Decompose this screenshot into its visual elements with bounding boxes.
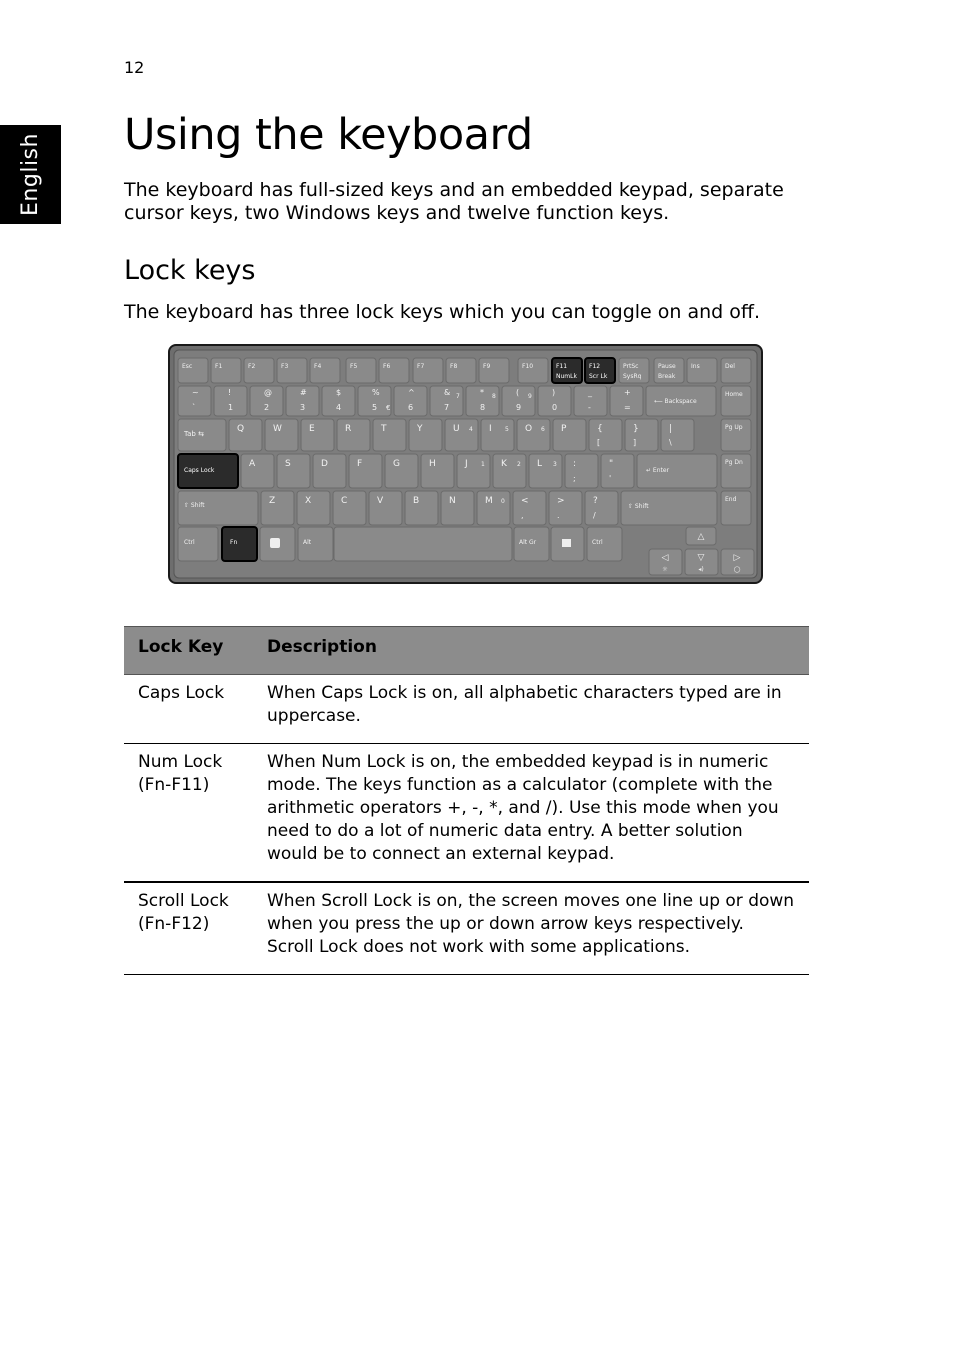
key-label: 7 bbox=[444, 403, 450, 412]
key-label: E bbox=[309, 424, 315, 434]
key-label: _ bbox=[588, 388, 592, 397]
key-m bbox=[477, 491, 510, 525]
key-ins bbox=[687, 358, 717, 383]
key-label: ^ bbox=[408, 388, 415, 397]
key-label: 0 bbox=[552, 403, 558, 412]
key-label: C bbox=[341, 496, 348, 506]
keypad-label: 5 bbox=[505, 426, 509, 433]
key-label: Tab ⇆ bbox=[184, 430, 204, 438]
key-label: Pg Dn bbox=[725, 459, 743, 466]
keypad-label: 6 bbox=[541, 426, 545, 433]
description-cell: When Num Lock is on, the embedded keypad is in numeric mode. The keys function as a calculator (complete with the arithmetic operators +, -, *, and /). Use this mode when you need to do a lot of numeric data entry. A better solution would be to connect an external keypad. bbox=[253, 744, 809, 883]
key-label: 9 bbox=[516, 403, 522, 412]
key-label: 8 bbox=[480, 403, 486, 412]
key-label: Pg Up bbox=[725, 424, 743, 431]
key-label: O bbox=[525, 424, 533, 434]
key-label: 3 bbox=[300, 403, 306, 412]
key-p bbox=[553, 419, 586, 451]
key-symbol bbox=[513, 491, 546, 525]
key-label: X bbox=[305, 496, 312, 506]
description-cell: When Scroll Lock is on, the screen moves one line up or down when you press the up or down arrow keys respectively. Scroll Lock does not work with some applications. bbox=[253, 882, 809, 975]
key-label: ! bbox=[228, 388, 232, 397]
key-label: D bbox=[321, 459, 328, 469]
key-label: A bbox=[249, 459, 256, 469]
key-label: F6 bbox=[383, 363, 391, 370]
key-label: F9 bbox=[483, 363, 491, 370]
key-label: Fn bbox=[230, 539, 238, 546]
key-label: % bbox=[372, 388, 380, 397]
keypad-label: 8 bbox=[492, 393, 496, 400]
arrow-right-icon: ▷ bbox=[733, 553, 741, 563]
key-e bbox=[301, 419, 334, 451]
key-symbol bbox=[625, 419, 658, 451]
key-sub-label: SysRq bbox=[623, 373, 642, 380]
lock-key-name: Caps Lock bbox=[138, 683, 225, 703]
lock-key-name: Scroll Lock bbox=[138, 891, 229, 911]
key-label: : bbox=[573, 459, 577, 469]
key-label: Pause bbox=[658, 363, 676, 370]
key-label: ) bbox=[552, 388, 556, 397]
key-f8 bbox=[446, 358, 476, 383]
table-row bbox=[124, 744, 809, 883]
key-label: Esc bbox=[182, 363, 193, 370]
key-f6 bbox=[379, 358, 409, 383]
key-label: F1 bbox=[215, 363, 223, 370]
key-sub-label: [ bbox=[597, 438, 601, 447]
arrow-sub-icon: ◯ bbox=[733, 566, 741, 573]
key-k bbox=[493, 454, 526, 488]
key-label: G bbox=[393, 459, 400, 469]
key-f5 bbox=[346, 358, 376, 383]
key-label: Q bbox=[237, 424, 245, 434]
key-symbol bbox=[589, 419, 622, 451]
key-b bbox=[405, 491, 438, 525]
description-cell: When Caps Lock is on, all alphabetic characters typed are in uppercase. bbox=[253, 675, 809, 744]
key-y bbox=[409, 419, 442, 451]
arrow-down-icon: ▽ bbox=[697, 553, 705, 563]
key-label: B bbox=[413, 496, 420, 506]
key-label: ⟵ Backspace bbox=[654, 398, 697, 405]
lock-key-cell bbox=[124, 882, 253, 975]
keypad-label: 2 bbox=[517, 461, 521, 468]
keypad-label: 9 bbox=[528, 393, 532, 400]
key-label: F5 bbox=[350, 363, 358, 370]
key-label: @ bbox=[264, 388, 272, 397]
key-label: ? bbox=[593, 496, 598, 506]
key-label: * bbox=[480, 388, 484, 397]
key-i bbox=[481, 419, 514, 451]
key-sub-label: ] bbox=[633, 438, 637, 447]
key-label: End bbox=[725, 496, 737, 503]
key-label: V bbox=[377, 496, 384, 506]
language-tab-label: English bbox=[18, 133, 44, 216]
key-l bbox=[529, 454, 562, 488]
key-label: T bbox=[381, 424, 387, 434]
lock-key-cell bbox=[124, 744, 253, 883]
key-label: ⇧ Shift bbox=[184, 502, 205, 509]
key-sub-label: ' bbox=[609, 474, 612, 483]
key-f2 bbox=[244, 358, 274, 383]
key-label: Ctrl bbox=[184, 539, 195, 546]
lock-key-combo: (Fn-F11) bbox=[138, 775, 210, 795]
key-label: M bbox=[485, 496, 493, 506]
key-sub-label: NumLk bbox=[556, 373, 577, 380]
key-f3 bbox=[277, 358, 307, 383]
arrow-left-icon: ◁ bbox=[661, 553, 669, 563]
key-f1 bbox=[211, 358, 241, 383]
key-label: F11 bbox=[556, 363, 568, 370]
keypad-label: 0 bbox=[501, 498, 505, 505]
key-label: U bbox=[453, 424, 460, 434]
key-v bbox=[369, 491, 402, 525]
lock-key-combo: (Fn-F12) bbox=[138, 914, 210, 934]
key-label: L bbox=[537, 459, 543, 469]
page-number: 12 bbox=[124, 58, 145, 77]
key-label: 5 bbox=[372, 403, 378, 412]
key-label: F2 bbox=[248, 363, 256, 370]
header-lock-key: Lock Key bbox=[124, 627, 253, 675]
key-label: + bbox=[624, 388, 631, 397]
lock-keys-table bbox=[124, 626, 809, 975]
intro-paragraph: The keyboard has full-sized keys and an embedded keypad, separate cursor keys, two Windows keys and twelve function keys. bbox=[124, 179, 784, 224]
key-r bbox=[337, 419, 370, 451]
key-f10 bbox=[518, 358, 548, 383]
arrow-up-icon: △ bbox=[697, 532, 705, 542]
key-symbol bbox=[585, 491, 618, 525]
key-label: ` bbox=[192, 403, 196, 412]
key-d bbox=[313, 454, 346, 488]
key-q bbox=[229, 419, 262, 451]
key-label: F bbox=[357, 459, 363, 469]
key-esc bbox=[178, 358, 208, 383]
key-label: F8 bbox=[450, 363, 458, 370]
key-f4 bbox=[310, 358, 340, 383]
key-label: & bbox=[444, 388, 451, 397]
lock-key-name: Num Lock bbox=[138, 752, 223, 772]
key-label: # bbox=[300, 388, 307, 397]
key-h bbox=[421, 454, 454, 488]
key-fn bbox=[222, 527, 257, 561]
key-label: $ bbox=[336, 388, 342, 397]
key-t bbox=[373, 419, 406, 451]
table-row bbox=[124, 882, 809, 975]
keyboard-illustration bbox=[168, 344, 763, 584]
key-label: 4 bbox=[336, 403, 342, 412]
key-label: S bbox=[285, 459, 291, 469]
language-tab bbox=[0, 125, 61, 224]
key-f bbox=[349, 454, 382, 488]
page-title: Using the keyboard bbox=[124, 110, 533, 160]
section-heading: Lock keys bbox=[124, 255, 256, 286]
euro-label: € bbox=[386, 404, 391, 412]
key-sub-label: ; bbox=[573, 474, 576, 483]
key-label: Alt bbox=[303, 539, 312, 546]
key-g bbox=[385, 454, 418, 488]
key-j bbox=[457, 454, 490, 488]
key-f7 bbox=[413, 358, 443, 383]
key-n bbox=[441, 491, 474, 525]
key-sub-label: \ bbox=[669, 438, 672, 447]
key-label: R bbox=[345, 424, 352, 434]
key-label: N bbox=[449, 496, 456, 506]
key-label: " bbox=[609, 459, 614, 469]
arrow-sub-icon: ◂) bbox=[698, 566, 704, 573]
key-label: Home bbox=[725, 391, 743, 398]
key-label: I bbox=[489, 424, 492, 434]
key-z bbox=[261, 491, 294, 525]
key-label: < bbox=[521, 496, 529, 506]
key-label: Ctrl bbox=[592, 539, 603, 546]
keypad-label: 1 bbox=[481, 461, 485, 468]
key-label: PrtSc bbox=[623, 363, 639, 370]
key-u bbox=[445, 419, 478, 451]
key-label: F12 bbox=[589, 363, 601, 370]
key-label: F4 bbox=[314, 363, 322, 370]
keyboard-svg bbox=[168, 344, 763, 584]
key-label: W bbox=[273, 424, 282, 434]
keypad-label: 7 bbox=[456, 393, 460, 400]
key-label: > bbox=[557, 496, 565, 506]
key-label: Z bbox=[269, 496, 276, 506]
key-label: } bbox=[633, 424, 639, 434]
key-symbol bbox=[661, 419, 694, 451]
windows-logo-icon bbox=[270, 538, 280, 548]
header-description: Description bbox=[253, 627, 809, 675]
key-label: = bbox=[624, 403, 631, 412]
key-sub-label: / bbox=[593, 511, 596, 520]
keypad-label: 4 bbox=[469, 426, 473, 433]
key-label: Del bbox=[725, 363, 735, 370]
key-label: { bbox=[597, 424, 603, 434]
keypad-label: 3 bbox=[553, 461, 557, 468]
key-label: ( bbox=[516, 388, 520, 397]
key-label: J bbox=[465, 459, 468, 469]
key-sub-label: Break bbox=[658, 373, 676, 380]
key-label: ⇧ Shift bbox=[628, 503, 649, 510]
key-label: Ins bbox=[691, 363, 700, 370]
key-label: 2 bbox=[264, 403, 270, 412]
table-header-row bbox=[124, 627, 809, 675]
key-label: K bbox=[501, 459, 507, 469]
table-row bbox=[124, 675, 809, 744]
key-symbol bbox=[549, 491, 582, 525]
key-f9 bbox=[479, 358, 509, 383]
key-sub-label: . bbox=[557, 511, 560, 520]
key-label: | bbox=[669, 424, 673, 434]
key-label: Alt Gr bbox=[519, 539, 537, 546]
key-label: ↵ Enter bbox=[646, 467, 670, 474]
key-label: P bbox=[561, 424, 567, 434]
menu-icon bbox=[562, 539, 571, 547]
arrow-sub-icon: ☼ bbox=[662, 566, 668, 573]
key-label: ~ bbox=[192, 388, 199, 397]
key-label: Caps Lock bbox=[184, 467, 215, 474]
key-del bbox=[721, 358, 751, 383]
key-c bbox=[333, 491, 366, 525]
section-lead: The keyboard has three lock keys which you can toggle on and off. bbox=[124, 301, 761, 323]
key-label: F3 bbox=[281, 363, 289, 370]
key-space bbox=[334, 527, 512, 561]
key-a bbox=[241, 454, 274, 488]
key-label: Y bbox=[417, 424, 423, 434]
lock-key-cell bbox=[124, 675, 253, 744]
key-label: 1 bbox=[228, 403, 234, 412]
key-symbol bbox=[601, 454, 634, 488]
key-label: H bbox=[429, 459, 436, 469]
key-x bbox=[297, 491, 330, 525]
key-symbol bbox=[565, 454, 598, 488]
key-o bbox=[517, 419, 550, 451]
key-label: F10 bbox=[522, 363, 534, 370]
key-sub-label: Scr Lk bbox=[589, 373, 608, 380]
key-label: F7 bbox=[417, 363, 425, 370]
key-label: - bbox=[588, 403, 591, 412]
key-label: 6 bbox=[408, 403, 414, 412]
key-sub-label: , bbox=[521, 511, 524, 520]
key-s bbox=[277, 454, 310, 488]
